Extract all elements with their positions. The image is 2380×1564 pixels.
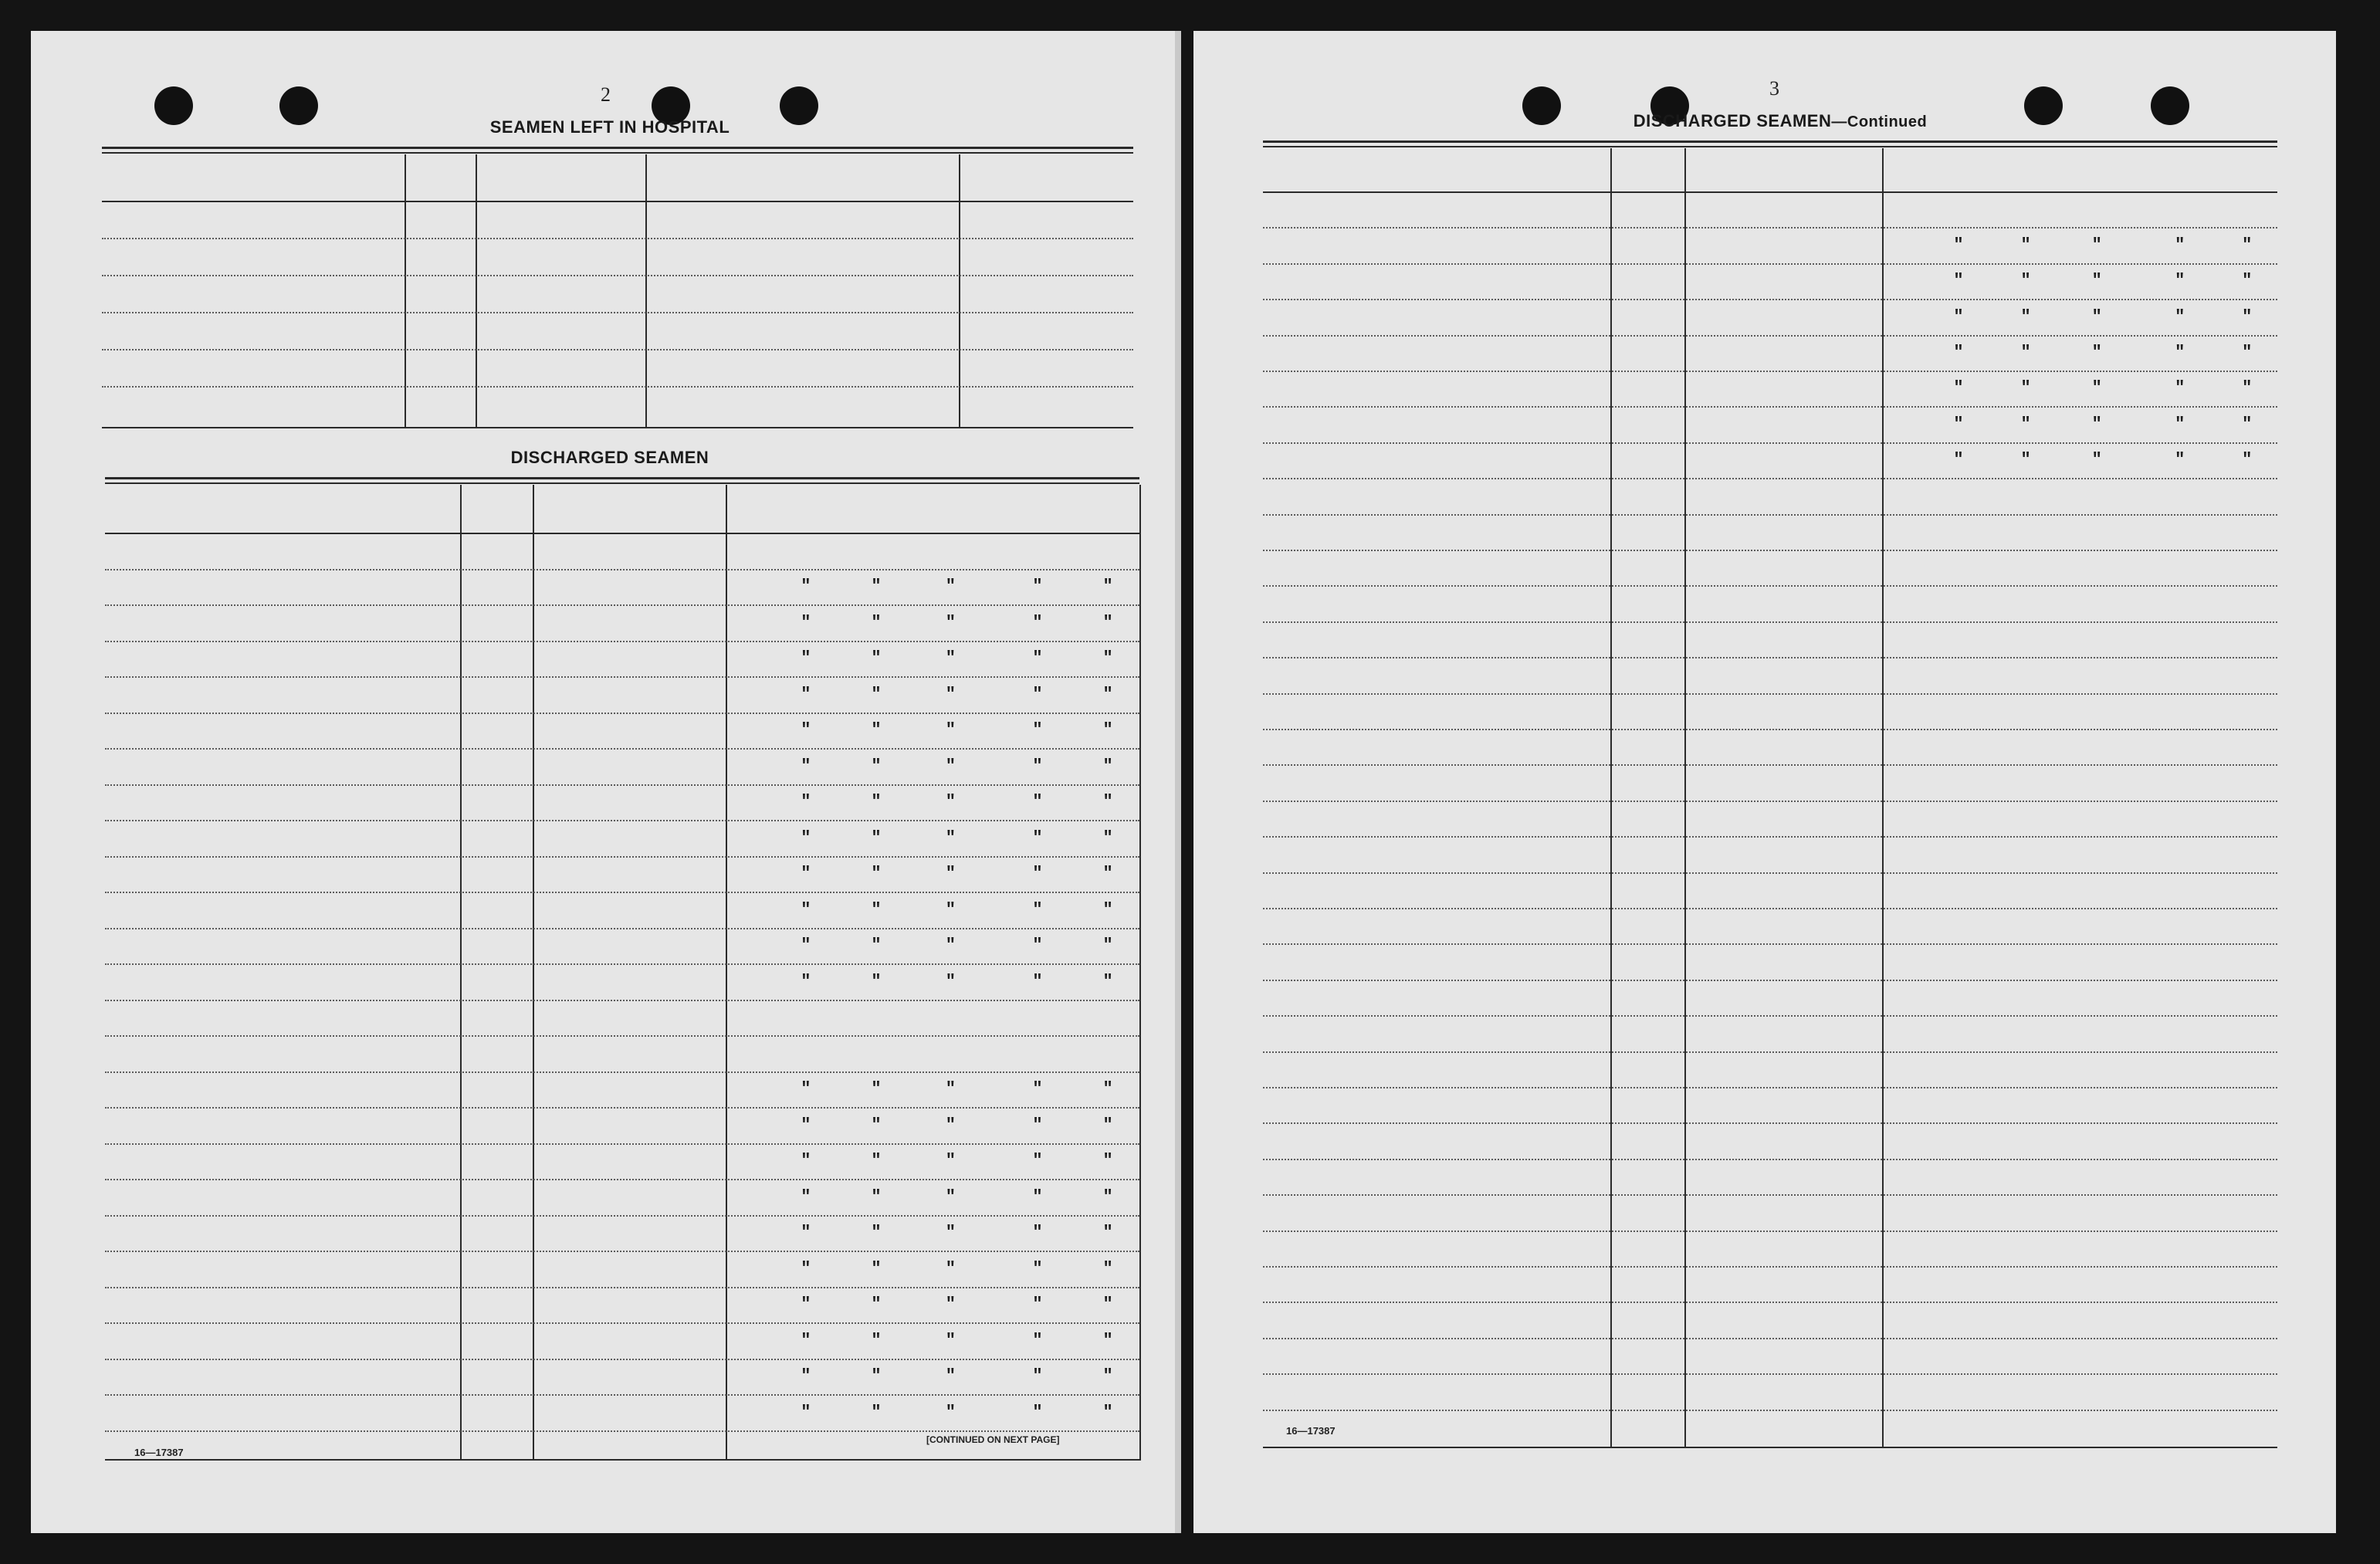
- ditto-mark: ": [2020, 450, 2031, 470]
- hospital-title: SEAMEN LEFT IN HOSPITAL: [489, 117, 730, 137]
- row-rule: [1263, 621, 2277, 623]
- ditto-mark: ": [871, 1258, 882, 1278]
- ditto-mark: ": [2020, 235, 2031, 255]
- right-title-suffix: —Continued: [1831, 113, 1928, 130]
- ditto-mark: ": [2242, 343, 2253, 362]
- row-rule: [1263, 406, 2277, 408]
- ditto-mark: ": [945, 756, 956, 776]
- ditto-mark: ": [1102, 1151, 1113, 1170]
- ditto-mark: ": [945, 684, 956, 704]
- ditto-mark: ": [2242, 414, 2253, 434]
- ditto-mark: ": [2091, 271, 2102, 291]
- row-rule: [105, 569, 1139, 570]
- ditto-mark: ": [1953, 306, 1964, 327]
- row-rule: [1263, 585, 2277, 587]
- ditto-mark: ": [801, 1151, 811, 1170]
- ditto-mark: ": [801, 1258, 811, 1278]
- page-edge: [1175, 31, 1181, 1533]
- ditto-mark: ": [1032, 1115, 1043, 1135]
- discharged-table: [105, 477, 1139, 1461]
- ditto-mark: ": [2175, 343, 2185, 362]
- ditto-mark: ": [1032, 864, 1043, 883]
- row-rule: [102, 275, 1133, 276]
- ditto-mark: ": [2242, 271, 2253, 291]
- ditto-mark: ": [1102, 612, 1113, 632]
- column-divider: [1684, 148, 1686, 1448]
- ditto-mark: ": [1032, 1079, 1043, 1099]
- ditto-mark: ": [1032, 612, 1043, 632]
- row-rule: [105, 1179, 1139, 1180]
- ditto-mark: ": [2242, 235, 2253, 255]
- ditto-mark: ": [1102, 1330, 1113, 1350]
- ditto-mark: ": [1953, 271, 1964, 291]
- ditto-mark: ": [871, 864, 882, 883]
- bottom-rule: [1263, 1447, 2277, 1448]
- row-rule: [1263, 908, 2277, 909]
- bottom-rule: [102, 427, 1133, 428]
- row-rule: [1263, 371, 2277, 372]
- row-rule: [1263, 1194, 2277, 1196]
- row-rule: [1263, 514, 2277, 516]
- ditto-mark: ": [801, 612, 811, 632]
- row-rule: [1263, 1373, 2277, 1375]
- ditto-mark: ": [1102, 899, 1113, 919]
- ditto-mark: ": [2091, 306, 2102, 327]
- ditto-mark: ": [801, 684, 811, 704]
- discharged-continued-table: [1263, 140, 2277, 1448]
- row-rule: [1263, 1159, 2277, 1160]
- ditto-mark: ": [1953, 378, 1964, 398]
- ditto-mark: ": [871, 828, 882, 848]
- ditto-mark: ": [801, 1115, 811, 1135]
- ditto-mark: ": [1953, 450, 1964, 470]
- ditto-mark: ": [801, 1295, 811, 1314]
- row-rule: [1263, 550, 2277, 551]
- ditto-mark: ": [945, 1115, 956, 1135]
- row-rule: [105, 963, 1139, 965]
- ditto-mark: ": [2091, 450, 2102, 470]
- ditto-mark: ": [1953, 414, 1964, 434]
- ditto-mark: ": [871, 720, 882, 740]
- ditto-mark: ": [945, 971, 956, 991]
- row-rule: [1263, 442, 2277, 444]
- row-rule: [105, 1107, 1139, 1109]
- row-rule: [1263, 1087, 2277, 1088]
- ditto-mark: ": [871, 756, 882, 776]
- punch-hole: [279, 86, 318, 125]
- ditto-mark: ": [871, 899, 882, 919]
- ditto-mark: ": [1032, 1223, 1043, 1242]
- row-rule: [102, 386, 1133, 388]
- row-rule: [105, 1035, 1139, 1037]
- ditto-mark: ": [1102, 1366, 1113, 1386]
- ditto-mark: ": [2242, 378, 2253, 398]
- ditto-mark: ": [1032, 1258, 1043, 1278]
- row-rule: [105, 1000, 1139, 1001]
- ditto-mark: ": [945, 1295, 956, 1314]
- ditto-mark: ": [2242, 450, 2253, 470]
- form-number: 16—17387: [134, 1447, 184, 1458]
- ditto-mark: ": [2020, 378, 2031, 398]
- row-rule: [105, 856, 1139, 858]
- ditto-mark: ": [801, 1079, 811, 1099]
- row-rule: [1263, 657, 2277, 658]
- ditto-mark: ": [1102, 1223, 1113, 1242]
- row-rule: [1263, 1015, 2277, 1017]
- row-rule: [1263, 263, 2277, 265]
- ditto-mark: ": [1102, 1187, 1113, 1207]
- ditto-mark: ": [1032, 648, 1043, 668]
- right-title-main: DISCHARGED SEAMEN: [1633, 111, 1832, 130]
- ditto-mark: ": [1032, 1330, 1043, 1350]
- bottom-rule: [105, 1459, 1139, 1461]
- row-rule: [1263, 693, 2277, 695]
- ditto-mark: ": [801, 1366, 811, 1386]
- row-rule: [105, 892, 1139, 893]
- punch-hole: [154, 86, 193, 125]
- ditto-mark: ": [1032, 720, 1043, 740]
- ditto-mark: ": [945, 828, 956, 848]
- row-rule: [1263, 980, 2277, 981]
- ditto-mark: ": [871, 1115, 882, 1135]
- row-rule: [1263, 1338, 2277, 1339]
- punch-hole: [2024, 86, 2063, 125]
- ditto-mark: ": [871, 1402, 882, 1422]
- ditto-mark: ": [945, 1366, 956, 1386]
- row-rule: [105, 820, 1139, 821]
- row-rule: [105, 748, 1139, 750]
- ditto-mark: ": [801, 1402, 811, 1422]
- right-title: [1533, 111, 2027, 131]
- ditto-mark: ": [1032, 1295, 1043, 1314]
- ditto-mark: ": [801, 936, 811, 955]
- row-rule: [102, 238, 1133, 239]
- ditto-mark: ": [945, 1258, 956, 1278]
- ditto-mark: ": [2020, 414, 2031, 434]
- row-rule: [1263, 872, 2277, 874]
- row-rule: [1263, 943, 2277, 945]
- ditto-mark: ": [1032, 1187, 1043, 1207]
- column-divider: [726, 485, 727, 1461]
- ditto-mark: ": [871, 1223, 882, 1242]
- ditto-mark: ": [2091, 414, 2102, 434]
- ditto-mark: ": [801, 792, 811, 811]
- row-rule: [105, 1322, 1139, 1324]
- ditto-mark: ": [1102, 756, 1113, 776]
- ditto-mark: ": [2091, 235, 2102, 255]
- ditto-mark: ": [871, 1187, 882, 1207]
- header-rule: [105, 533, 1139, 534]
- ditto-mark: ": [2175, 378, 2185, 398]
- page-number: 3: [1769, 77, 1779, 100]
- ditto-mark: ": [2175, 235, 2185, 255]
- ditto-mark: ": [1102, 648, 1113, 668]
- discharged-title: DISCHARGED SEAMEN: [510, 448, 709, 467]
- ditto-mark: ": [1102, 1115, 1113, 1135]
- hospital-table: [102, 147, 1133, 428]
- ditto-mark: ": [945, 1187, 956, 1207]
- ditto-mark: ": [801, 864, 811, 883]
- ditto-mark: ": [1953, 343, 1964, 362]
- ditto-mark: ": [871, 684, 882, 704]
- ditto-mark: ": [945, 1223, 956, 1242]
- ditto-mark: ": [945, 899, 956, 919]
- ditto-mark: ": [945, 936, 956, 955]
- ditto-mark: ": [1953, 235, 1964, 255]
- ditto-mark: ": [945, 1079, 956, 1099]
- row-rule: [1263, 764, 2277, 766]
- ditto-mark: ": [871, 936, 882, 955]
- ditto-mark: ": [945, 792, 956, 811]
- column-divider: [460, 485, 462, 1461]
- row-rule: [1263, 1051, 2277, 1053]
- column-divider: [1139, 485, 1141, 1461]
- ditto-mark: ": [1102, 684, 1113, 704]
- ditto-mark: ": [945, 612, 956, 632]
- header-rule: [102, 201, 1133, 202]
- ditto-mark: ": [1102, 720, 1113, 740]
- ditto-mark: ": [871, 971, 882, 991]
- ditto-mark: ": [1102, 1258, 1113, 1278]
- ditto-mark: ": [945, 577, 956, 596]
- ditto-mark: ": [945, 1402, 956, 1422]
- row-rule: [1263, 801, 2277, 802]
- row-rule: [105, 1215, 1139, 1217]
- ditto-mark: ": [801, 1187, 811, 1207]
- row-rule: [105, 1359, 1139, 1360]
- row-rule: [1263, 227, 2277, 229]
- ditto-mark: ": [2175, 414, 2185, 434]
- ditto-mark: ": [801, 899, 811, 919]
- ditto-mark: ": [1102, 1079, 1113, 1099]
- ditto-mark: ": [2242, 306, 2253, 327]
- ditto-mark: ": [1032, 828, 1043, 848]
- ditto-mark: ": [801, 1223, 811, 1242]
- column-divider: [1882, 148, 1884, 1448]
- ditto-mark: ": [2175, 450, 2185, 470]
- ditto-mark: ": [1102, 577, 1113, 596]
- ditto-mark: ": [1032, 1366, 1043, 1386]
- row-rule: [105, 1071, 1139, 1073]
- ditto-mark: ": [1032, 1151, 1043, 1170]
- ditto-mark: ": [1032, 756, 1043, 776]
- row-rule: [105, 1430, 1139, 1432]
- ditto-mark: ": [871, 1079, 882, 1099]
- page-number: 2: [601, 83, 611, 106]
- ditto-mark: ": [1032, 936, 1043, 955]
- ditto-mark: ": [801, 828, 811, 848]
- row-rule: [1263, 1231, 2277, 1232]
- ditto-mark: ": [1102, 971, 1113, 991]
- row-rule: [105, 713, 1139, 714]
- ditto-mark: ": [1102, 864, 1113, 883]
- ditto-mark: ": [945, 864, 956, 883]
- ditto-mark: ": [871, 577, 882, 596]
- ditto-mark: ": [1032, 577, 1043, 596]
- column-divider: [533, 485, 534, 1461]
- ditto-mark: ": [871, 648, 882, 668]
- column-divider: [1610, 148, 1612, 1448]
- row-rule: [1263, 1266, 2277, 1268]
- row-rule: [1263, 299, 2277, 300]
- ditto-mark: ": [2175, 271, 2185, 291]
- row-rule: [1263, 1122, 2277, 1124]
- ditto-mark: ": [1032, 971, 1043, 991]
- punch-hole: [2151, 86, 2189, 125]
- row-rule: [105, 1394, 1139, 1396]
- ditto-mark: ": [945, 1330, 956, 1350]
- row-rule: [105, 1143, 1139, 1145]
- ditto-mark: ": [1102, 1402, 1113, 1422]
- ditto-mark: ": [1102, 792, 1113, 811]
- ditto-mark: ": [2091, 378, 2102, 398]
- ditto-mark: ": [945, 1151, 956, 1170]
- ditto-mark: ": [801, 971, 811, 991]
- ditto-mark: ": [1102, 936, 1113, 955]
- row-rule: [1263, 478, 2277, 479]
- row-rule: [102, 312, 1133, 313]
- right-page: [1193, 31, 2336, 1533]
- ditto-mark: ": [871, 612, 882, 632]
- ditto-mark: ": [871, 1330, 882, 1350]
- ditto-mark: ": [801, 1330, 811, 1350]
- left-page: [31, 31, 1181, 1533]
- ditto-mark: ": [871, 1151, 882, 1170]
- row-rule: [105, 641, 1139, 642]
- row-rule: [105, 1251, 1139, 1252]
- ditto-mark: ": [2091, 343, 2102, 362]
- row-rule: [105, 604, 1139, 606]
- form-number: 16—17387: [1286, 1425, 1336, 1437]
- ditto-mark: ": [871, 1295, 882, 1314]
- ditto-mark: ": [871, 792, 882, 811]
- ditto-mark: ": [2020, 306, 2031, 327]
- ditto-mark: ": [2020, 271, 2031, 291]
- ditto-mark: ": [801, 756, 811, 776]
- row-rule: [105, 784, 1139, 786]
- ditto-mark: ": [1032, 899, 1043, 919]
- row-rule: [105, 676, 1139, 678]
- row-rule: [1263, 335, 2277, 337]
- row-rule: [105, 928, 1139, 929]
- ditto-mark: ": [1032, 684, 1043, 704]
- ditto-mark: ": [801, 577, 811, 596]
- row-rule: [102, 349, 1133, 350]
- row-rule: [1263, 1302, 2277, 1303]
- ditto-mark: ": [1102, 828, 1113, 848]
- ditto-mark: ": [1032, 1402, 1043, 1422]
- row-rule: [1263, 729, 2277, 730]
- ditto-mark: ": [945, 648, 956, 668]
- continued-note: [CONTINUED ON NEXT PAGE]: [926, 1434, 1060, 1445]
- ditto-mark: ": [2020, 343, 2031, 362]
- ditto-mark: ": [2175, 306, 2185, 327]
- ditto-mark: ": [945, 720, 956, 740]
- row-rule: [1263, 836, 2277, 838]
- ditto-mark: ": [1032, 792, 1043, 811]
- row-rule: [1263, 1410, 2277, 1411]
- row-rule: [105, 1287, 1139, 1288]
- ditto-mark: ": [1102, 1295, 1113, 1314]
- ditto-mark: ": [801, 720, 811, 740]
- ditto-mark: ": [801, 648, 811, 668]
- ditto-mark: ": [871, 1366, 882, 1386]
- header-rule: [1263, 191, 2277, 193]
